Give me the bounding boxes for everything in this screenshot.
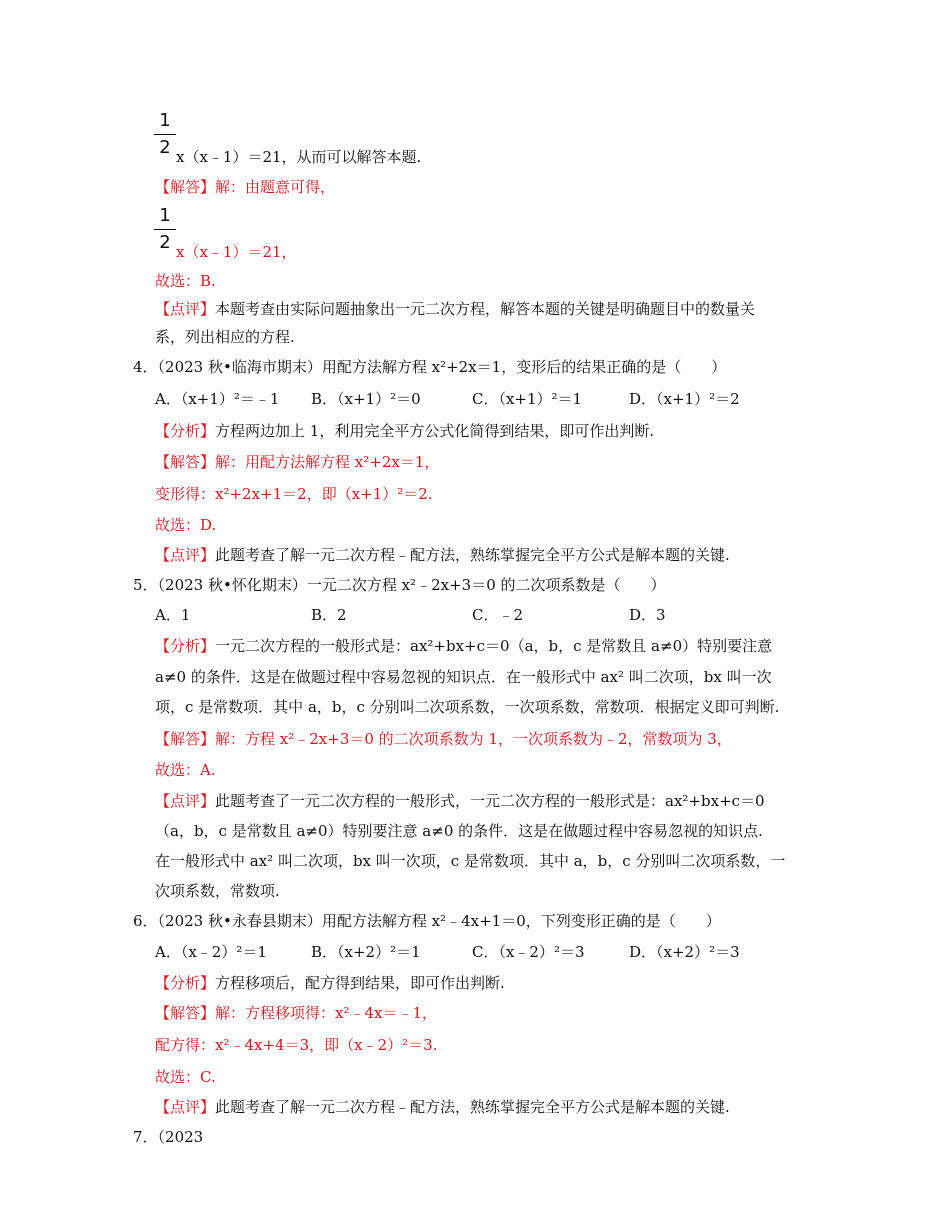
fraction-numerator: 1 (159, 205, 171, 226)
q5-comment-l4: 次项系数，常数项. (155, 882, 280, 900)
q4-option-b: B．（x+1）²＝0 (311, 390, 421, 408)
q5-option-c: C．﹣2 (472, 606, 524, 624)
answer-text: 解：由题意可得， (215, 178, 336, 196)
fraction-numerator: 1 (159, 110, 171, 131)
fraction-one-half-2 (154, 205, 176, 254)
answer-text: 解：方程移项得：x²﹣4x＝﹣1， (215, 1004, 438, 1022)
q6-option-d: D．（x+2）²＝3 (629, 943, 740, 961)
q6-analysis (155, 972, 505, 994)
analysis-text: 方程两边加上 1，利用完全平方公式化简得到结果，即可作出判断. (215, 422, 655, 440)
q6-option-b: B．（x+2）²＝1 (311, 943, 421, 961)
q4-option-d: D．（x+1）²＝2 (629, 390, 740, 408)
q4-step: 变形得：x²+2x+1＝2，即（x+1）²＝2. (155, 485, 433, 503)
comment-tag: 【点评】 (155, 792, 216, 810)
q5-analysis-l3: 项，c 是常数项．其中 a，b，c 分别叫二次项系数，一次项系数，常数项．根据定义即可判断. (155, 698, 780, 716)
equation-line: x（x﹣1）＝21，从而可以解答本题. (176, 148, 422, 166)
comment-tag: 【点评】 (155, 1098, 216, 1116)
analysis-text: 方程移项后，配方得到结果，即可作出判断. (215, 974, 505, 992)
q5-comment-l2: （a，b，c 是常数且 a≠0）特别要注意 a≠0 的条件．这是在做题过程中容易忽视的知识点. (155, 822, 763, 840)
answer-tag: 【解答】 (155, 453, 216, 471)
answer-tag: 【解答】 (155, 178, 216, 196)
q6-answer (155, 1002, 437, 1024)
comment-text: 此题考查了一元二次方程的一般形式，一元二次方程的一般形式是：ax²+bx+c＝0 (215, 792, 765, 810)
q3-answer (155, 176, 335, 198)
q3-choice: 故选：B. (155, 272, 216, 290)
q4-answer (155, 451, 439, 473)
fraction-bar (154, 229, 176, 230)
q4-stem: 4．（2023 秋•临海市期末）用配方法解方程 x²+2x＝1，变形后的结果正确的是（ ） (133, 358, 727, 376)
q6-stem: 6．（2023 秋•永春县期末）用配方法解方程 x²﹣4x+1＝0，下列变形正确的是（ ） (133, 912, 721, 930)
equation-line-red: x（x﹣1）＝21， (176, 243, 297, 261)
q5-option-d: D．3 (629, 606, 666, 624)
answer-tag: 【解答】 (155, 1004, 216, 1022)
fraction-one-half (154, 110, 176, 159)
q4-comment (155, 544, 730, 566)
q5-answer (155, 728, 732, 750)
fraction-bar (154, 134, 176, 135)
q3-comment (155, 298, 755, 320)
q5-choice: 故选：A. (155, 761, 216, 779)
comment-text: 此题考查了解一元二次方程﹣配方法，熟练掌握完全平方公式是解本题的关键. (215, 546, 730, 564)
analysis-tag: 【分析】 (155, 637, 216, 655)
q4-choice: 故选：D. (155, 516, 217, 534)
answer-text: 解：方程 x²﹣2x+3＝0 的二次项系数为 1，一次项系数为﹣2，常数项为 3， (215, 730, 732, 748)
fraction-denominator: 2 (159, 232, 171, 253)
q5-stem: 5．（2023 秋•怀化期末）一元二次方程 x²﹣2x+3＝0 的二次项系数是（ ） (133, 576, 666, 594)
q4-option-a: A．（x+1）²＝﹣1 (155, 390, 280, 408)
comment-text: 本题考查由实际问题抽象出一元二次方程，解答本题的关键是明确题目中的数量关 (215, 300, 756, 318)
analysis-tag: 【分析】 (155, 974, 216, 992)
q5-analysis (155, 635, 772, 657)
q4-option-c: C．（x+1）²＝1 (472, 390, 583, 408)
q7-stem-start: 7．（2023 (133, 1128, 204, 1146)
answer-text: 解：用配方法解方程 x²+2x＝1， (215, 453, 440, 471)
q6-option-c: C．（x﹣2）²＝3 (472, 943, 585, 961)
comment-tag: 【点评】 (155, 300, 216, 318)
fraction-denominator: 2 (159, 137, 171, 158)
analysis-tag: 【分析】 (155, 422, 216, 440)
comment-text: 此题考查了解一元二次方程﹣配方法，熟练掌握完全平方公式是解本题的关键. (215, 1098, 730, 1116)
comment-tag: 【点评】 (155, 546, 216, 564)
analysis-text: 一元二次方程的一般形式是：ax²+bx+c＝0（a，b，c 是常数且 a≠0）特别要注意 (215, 637, 773, 655)
q5-comment-l3: 在一般形式中 ax² 叫二次项，bx 叫一次项，c 是常数项．其中 a，b，c 分别叫二次项系数，一 (155, 852, 786, 870)
q3-comment-cont: 系，列出相应的方程. (155, 328, 295, 346)
answer-tag: 【解答】 (155, 730, 216, 748)
q5-option-b: B．2 (311, 606, 347, 624)
q5-option-a: A．1 (155, 606, 191, 624)
q5-analysis-l2: a≠0 的条件．这是在做题过程中容易忽视的知识点．在一般形式中 ax² 叫二次项，bx 叫一次 (155, 668, 772, 686)
q4-analysis (155, 420, 654, 442)
q6-step: 配方得：x²﹣4x+4＝3，即（x﹣2）²＝3. (155, 1036, 438, 1054)
q6-comment (155, 1096, 730, 1118)
q6-option-a: A．（x﹣2）²＝1 (155, 943, 267, 961)
q6-choice: 故选：C. (155, 1068, 216, 1086)
q5-comment (155, 790, 765, 812)
